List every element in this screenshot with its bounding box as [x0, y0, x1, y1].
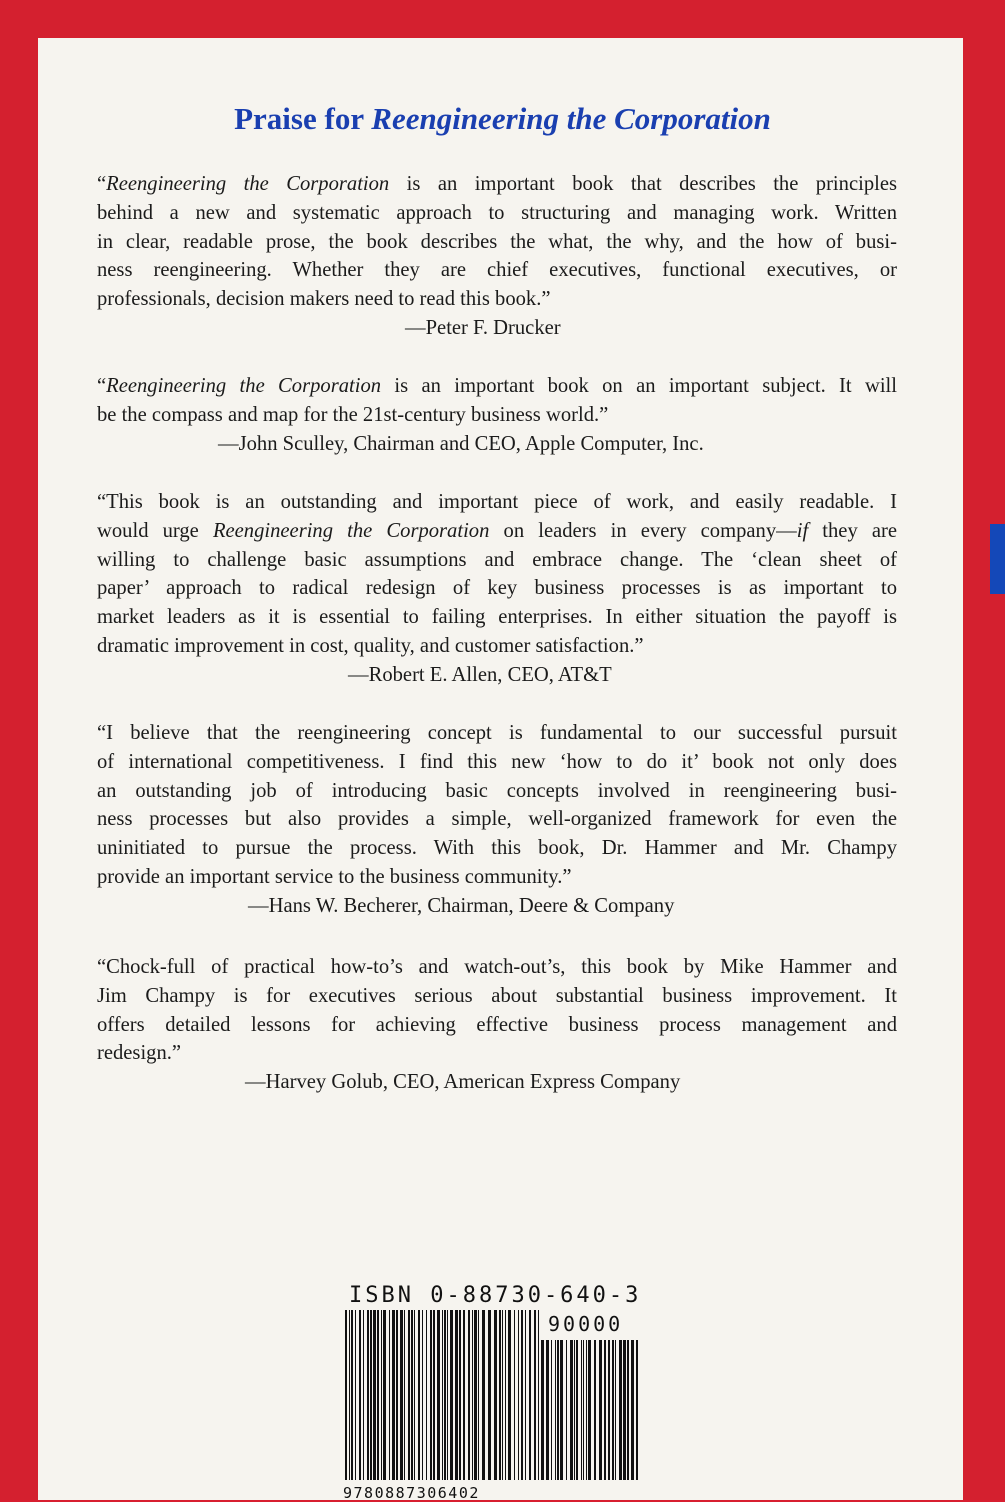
barcode-bar	[529, 1310, 531, 1480]
quote-line	[97, 1039, 897, 1068]
barcode-bar	[426, 1310, 427, 1480]
barcode-bar	[541, 1340, 544, 1480]
barcode-bar	[583, 1340, 584, 1480]
barcode-bar	[631, 1340, 634, 1480]
quote-line	[97, 805, 897, 834]
barcode-bar	[474, 1310, 477, 1480]
quote-line	[97, 546, 897, 575]
quote-text: is an important book that describes the principles	[389, 173, 897, 195]
barcode-bar	[604, 1340, 606, 1480]
barcode-bar	[459, 1310, 461, 1480]
barcode-bar	[588, 1340, 591, 1480]
quote-text: is an important book on an important subject. It will	[381, 375, 898, 397]
barcode-bar	[478, 1310, 479, 1480]
barcode-addon-digits: 90000	[548, 1312, 624, 1336]
quote-attribution: —Harvey Golub, CEO, American Express Company	[245, 1071, 681, 1094]
barcode-bar	[627, 1340, 629, 1480]
praise-quote	[97, 719, 897, 892]
quote-line	[97, 834, 897, 863]
praise-quote	[97, 170, 897, 314]
barcode-bar	[494, 1310, 497, 1480]
barcode-bar	[359, 1310, 361, 1480]
barcode-bar	[468, 1310, 470, 1480]
barcode-bar	[377, 1310, 379, 1480]
barcode-bar	[551, 1340, 552, 1480]
isbn-label: ISBN 0-88730-640-3	[349, 1283, 642, 1308]
barcode-bar	[636, 1340, 638, 1480]
quote-text: an outstanding job of introducing basic concepts involved in reengineering busi-	[97, 779, 897, 802]
isbn-barcode	[343, 1310, 645, 1500]
barcode-bar	[546, 1340, 549, 1480]
barcode-bar	[514, 1310, 515, 1480]
praise-heading	[0, 101, 1005, 137]
quote-text: “	[97, 173, 107, 195]
barcode-bar	[430, 1310, 432, 1480]
blue-spine-tab	[990, 524, 1005, 594]
barcode-bar	[392, 1310, 395, 1480]
barcode-bar	[521, 1310, 523, 1480]
quote-text: would urge	[97, 519, 213, 542]
quote-text: “	[97, 375, 107, 397]
barcode-bar	[505, 1310, 506, 1480]
barcode-main-bars	[345, 1310, 541, 1480]
barcode-bar	[345, 1310, 347, 1480]
barcode-bar	[433, 1310, 435, 1480]
barcode-bar	[381, 1310, 382, 1480]
barcode-digits: 9780887306402	[343, 1484, 480, 1502]
quote-line	[97, 401, 897, 430]
quote-text: market leaders as it is essential to failing enterprises. In either situation the payoff is	[97, 606, 897, 629]
barcode-bar	[408, 1310, 410, 1480]
quote-text: offers detailed lessons for achieving effective business process management and	[97, 1013, 897, 1036]
quote-attribution: —John Sculley, Chairman and CEO, Apple Computer, Inc.	[218, 432, 704, 455]
barcode-bar	[502, 1310, 503, 1480]
quote-line	[97, 372, 897, 401]
barcode-bar	[594, 1340, 596, 1480]
praise-quote	[97, 372, 897, 430]
barcode-bar	[396, 1310, 398, 1480]
heading-book-title: Reengineering the Corporation	[371, 101, 771, 136]
quote-line	[97, 777, 897, 806]
quote-text: dramatic improvement in cost, quality, and customer satisfaction.”	[97, 634, 644, 657]
praise-quote	[97, 488, 897, 661]
barcode-bar	[518, 1310, 519, 1480]
quote-text: “Chock-full of practical how-to’s and watch-out’s, this book by Mike Hammer and	[97, 956, 897, 978]
quote-text: be the compass and map for the 21st-century business world.”	[97, 403, 609, 426]
barcode-bar	[508, 1310, 511, 1480]
quote-text: “This book is an outstanding and important piece of work, and easily readable. I	[97, 491, 897, 513]
quote-text: willing to challenge basic assumptions and embrace change. The ‘clean sheet of	[97, 548, 897, 571]
quote-text: redesign.”	[97, 1042, 182, 1065]
quote-text: on leaders in every company—	[489, 519, 797, 542]
quote-text: professionals, decision makers need to read this book.”	[97, 288, 551, 311]
quote-line	[97, 953, 897, 982]
barcode-bar	[538, 1310, 539, 1480]
barcode-bar	[363, 1310, 364, 1480]
barcode-bar	[422, 1310, 423, 1480]
barcode-bar	[370, 1310, 372, 1480]
barcode-bar	[525, 1310, 526, 1480]
barcode-bar	[404, 1310, 405, 1480]
quote-line	[97, 719, 897, 748]
quote-text: they are	[808, 519, 897, 542]
quote-text: in clear, readable prose, the book describes the what, the why, and the how of busi-	[97, 230, 897, 253]
barcode-bar	[414, 1310, 415, 1480]
quote-text: behind a new and systematic approach to structuring and managing work. Written	[97, 201, 897, 224]
quote-line	[97, 517, 897, 546]
quote-italic-text: Reengineering the Corporation	[106, 375, 382, 397]
barcode-bar	[351, 1310, 353, 1480]
barcode-bar	[576, 1340, 578, 1480]
barcode-bar	[555, 1340, 556, 1480]
quote-line	[97, 863, 897, 892]
quote-text: Jim Champy is for executives serious about substantial business improvement. It	[97, 984, 897, 1007]
barcode-bar	[566, 1340, 567, 1480]
quote-line	[97, 1011, 897, 1040]
barcode-bar	[463, 1310, 465, 1480]
barcode-bar	[570, 1340, 573, 1480]
barcode-bar	[581, 1340, 582, 1480]
barcode-bar	[612, 1340, 614, 1480]
quote-italic-text: Reengineering the Corporation	[212, 519, 490, 542]
quote-line	[97, 285, 897, 314]
quote-attribution: —Peter F. Drucker	[405, 317, 561, 339]
quote-italic-text: if	[796, 519, 809, 542]
barcode-bar	[355, 1310, 356, 1480]
barcode-bar	[534, 1310, 536, 1480]
barcode-bar	[472, 1310, 473, 1480]
barcode-bar	[373, 1310, 376, 1480]
barcode-bar	[389, 1310, 390, 1480]
quote-line	[97, 603, 897, 632]
barcode-bar	[450, 1310, 453, 1480]
barcode-bar	[411, 1310, 413, 1480]
quote-text: of international competitiveness. I find this new ‘how to do it’ book not only does	[97, 750, 897, 773]
quote-line	[97, 748, 897, 777]
barcode-bar	[560, 1340, 563, 1480]
quote-text: “I believe that the reengineering concept is fundamental to our successful pursuit	[97, 722, 897, 744]
barcode-bar	[482, 1310, 485, 1480]
quote-text: paper’ approach to radical redesign of key business processes is as important to	[97, 577, 897, 600]
barcode-bar	[349, 1310, 350, 1480]
barcode-bar	[499, 1310, 501, 1480]
barcode-bar	[383, 1310, 386, 1480]
quote-attribution: —Robert E. Allen, CEO, AT&T	[348, 663, 612, 686]
quote-line	[97, 574, 897, 603]
barcode-addon-bars	[541, 1340, 639, 1480]
quote-italic-text: Reengineering the Corporation	[106, 173, 390, 195]
quote-line	[97, 199, 897, 228]
barcode-bar	[619, 1340, 622, 1480]
barcode-bar	[442, 1310, 443, 1480]
quote-line	[97, 228, 897, 257]
barcode-bar	[615, 1340, 616, 1480]
quote-attribution: —Hans W. Becherer, Chairman, Deere & Company	[248, 894, 675, 917]
barcode-bar	[444, 1310, 446, 1480]
barcode-bar	[557, 1340, 559, 1480]
quote-line	[97, 632, 897, 661]
barcode-bar	[455, 1310, 458, 1480]
quote-line	[97, 982, 897, 1011]
barcode-bar	[586, 1340, 587, 1480]
quote-text: ness processes but also provides a simple, well-organized framework for even the	[97, 808, 897, 831]
quote-text: uninitiated to pursue the process. With this book, Dr. Hammer and Mr. Champy	[97, 837, 897, 860]
barcode-bar	[574, 1340, 575, 1480]
barcode-bar	[608, 1340, 610, 1480]
quote-line	[97, 256, 897, 285]
barcode-bar	[400, 1310, 403, 1480]
barcode-bar	[488, 1310, 491, 1480]
quote-text: ness reengineering. Whether they are chief executives, functional executives, or	[97, 259, 897, 282]
quote-text: provide an important service to the business community.”	[97, 865, 572, 888]
praise-quote	[97, 953, 897, 1068]
barcode-bar	[437, 1310, 440, 1480]
barcode-bar	[599, 1340, 602, 1480]
heading-prefix: Praise for	[234, 101, 372, 136]
quote-line	[97, 488, 897, 517]
barcode-bar	[418, 1310, 420, 1480]
quote-line	[97, 170, 897, 199]
barcode-bar	[367, 1310, 369, 1480]
barcode-bar	[447, 1310, 448, 1480]
barcode-bar	[623, 1340, 626, 1480]
